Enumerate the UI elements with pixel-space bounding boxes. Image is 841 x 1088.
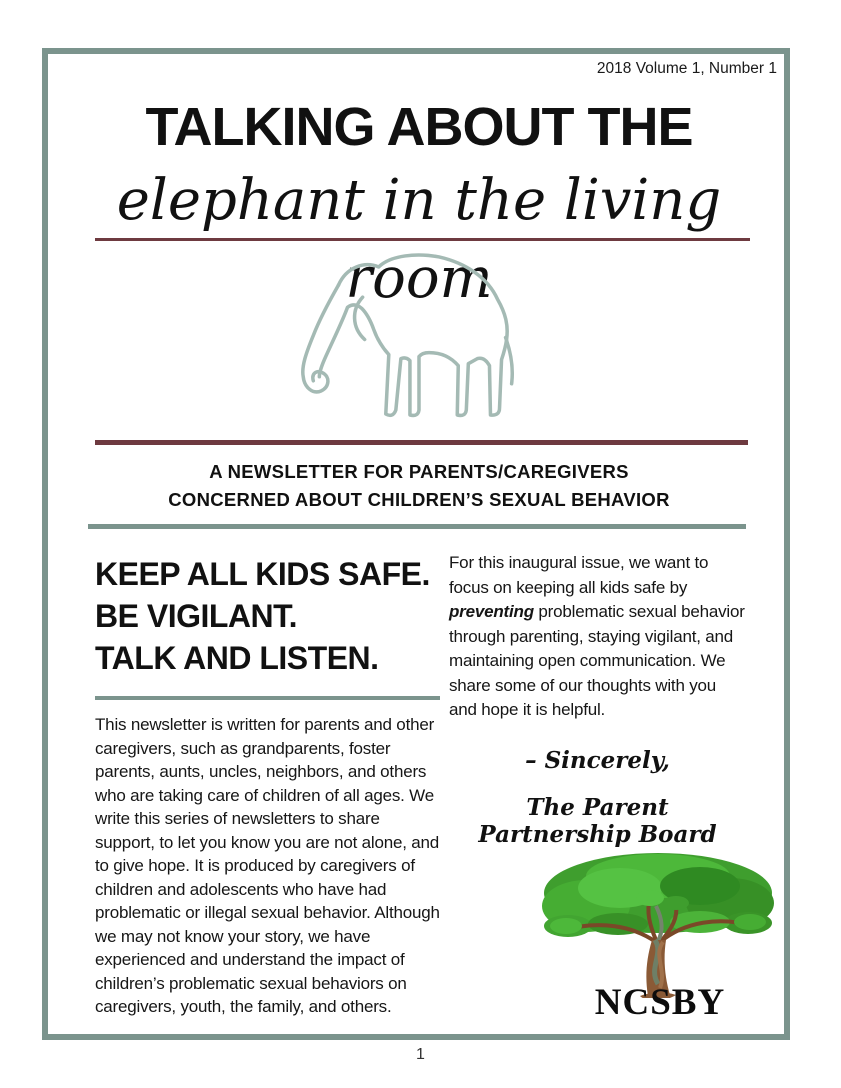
maroon-rule-top: [95, 238, 750, 241]
newsletter-subtitle: [48, 458, 790, 514]
ncsby-wordmark: NCSBY: [594, 982, 726, 1023]
teal-rule-left-column: [95, 696, 440, 700]
ncsby-logo: [538, 848, 778, 998]
tree-logo-icon: [538, 848, 778, 998]
elephant-outline-icon: [268, 252, 570, 430]
headline-line-1: KEEP ALL KIDS SAFE.: [95, 556, 430, 592]
subtitle-line-2: CONCERNED ABOUT CHILDREN’S SEXUAL BEHAVIOR: [168, 489, 670, 510]
subtitle-line-1: A NEWSLETTER FOR PARENTS/CAREGIVERS: [209, 461, 629, 482]
masthead-title: TALKING ABOUT THE: [145, 97, 693, 157]
teal-rule-divider: [88, 524, 746, 529]
issue-line: 2018 Volume 1, Number 1: [596, 60, 777, 77]
signature-closing: – Sincerely,: [525, 746, 670, 774]
intro-text-after: problematic sexual behavior through parenting, staying vigilant, and maintaining open communication. We share some of our thoughts with you and hope it is helpful.: [449, 602, 745, 719]
right-column: [449, 551, 746, 848]
left-body-paragraph: This newsletter is written for parents and other caregivers, such as grandparents, foster parents, aunts, uncles, neighbors, and others who are taking care of children of all ages. We write this series of newsletters to share support, to let you know you are not alone, and to give hope. It is produced by caregivers of children and adolescents who have had problematic or illegal sexual behavior. Although we may not know your story, we have experienced and understand the impact of children’s problematic sexual behaviors on caregivers, youth, the family, and others.: [95, 715, 440, 1016]
elephant-illustration: [268, 252, 570, 430]
masthead-script-title: elephant in the living room: [116, 168, 722, 311]
left-column: [95, 553, 440, 1019]
intro-text-before: For this inaugural issue, we want to focus on keeping all kids safe by: [449, 553, 709, 597]
headline-line-3: TALK AND LISTEN.: [95, 640, 379, 676]
headline-line-2: BE VIGILANT.: [95, 598, 298, 634]
intro-paragraph: [449, 551, 746, 723]
maroon-rule-divider: [95, 440, 748, 445]
page-number: 1: [416, 1046, 425, 1063]
headline: [95, 553, 440, 679]
signature-name: The Parent Partnership Board: [478, 793, 717, 848]
intro-text-emphasis: preventing: [449, 602, 534, 621]
